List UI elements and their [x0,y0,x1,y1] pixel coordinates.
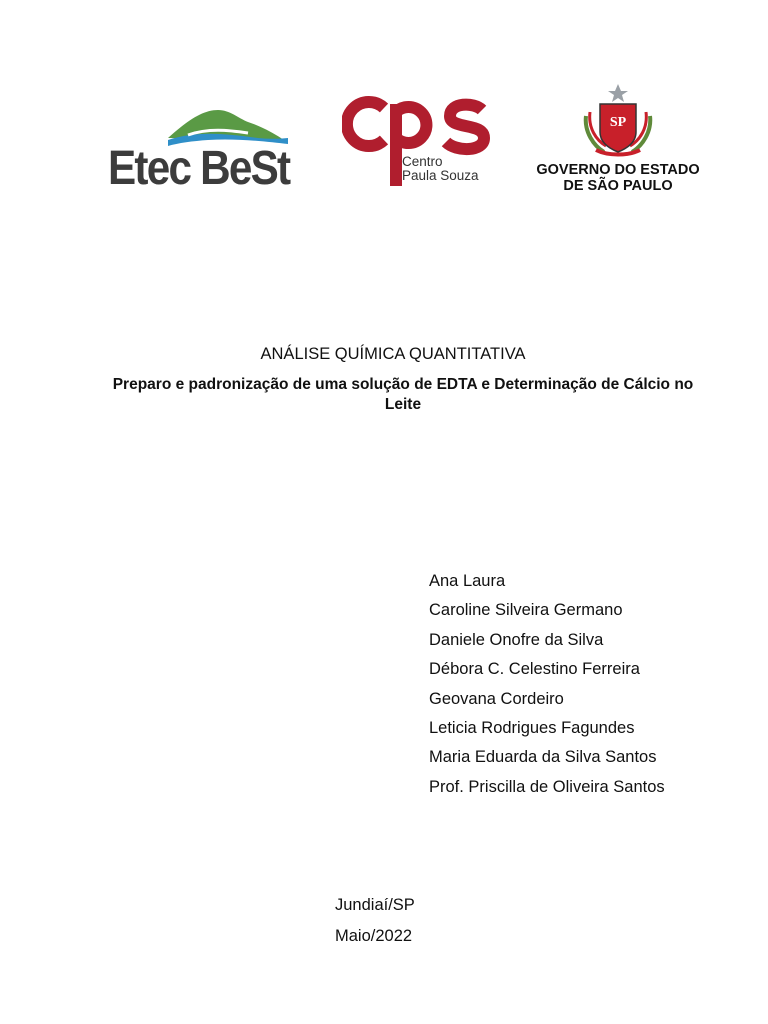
etec-best-wordmark: Etec BeSt [108,142,290,195]
date: Maio/2022 [335,927,413,945]
author-item: Geovana Cordeiro [429,689,564,708]
author-item: Débora C. Celestino Ferreira [429,660,640,679]
author-item: Maria Eduarda da Silva Santos [429,748,657,767]
place: Jundiaí/SP [335,896,415,914]
cps-line-1: Centro [402,154,443,169]
author-list [429,567,665,802]
author-item: Leticia Rodrigues Fagundes [429,719,635,738]
author-item: Prof. Priscilla de Oliveira Santos [429,777,665,796]
document-subtitle: Preparo e padronização de uma solução de EDTA e Determinação de Cálcio no Leite [112,376,694,413]
governo-sp-logo [526,82,710,198]
cps-line-2: Paula Souza [402,168,479,183]
author-item: Caroline Silveira Germano [429,601,623,620]
document-title: ANÁLISE QUÍMICA QUANTITATIVA [260,345,526,363]
author-item: Daniele Onofre da Silva [429,630,604,649]
sp-line-1: GOVERNO DO ESTADO [536,162,700,178]
author-item: Ana Laura [429,572,506,590]
sp-line-2: DE SÃO PAULO [563,178,673,194]
sao-paulo-coat-of-arms-icon [582,82,654,158]
etec-best-logo [108,108,296,196]
place-date-block [335,890,415,952]
svg-text:SP: SP [609,115,627,130]
centro-paula-souza-logo [342,94,492,190]
